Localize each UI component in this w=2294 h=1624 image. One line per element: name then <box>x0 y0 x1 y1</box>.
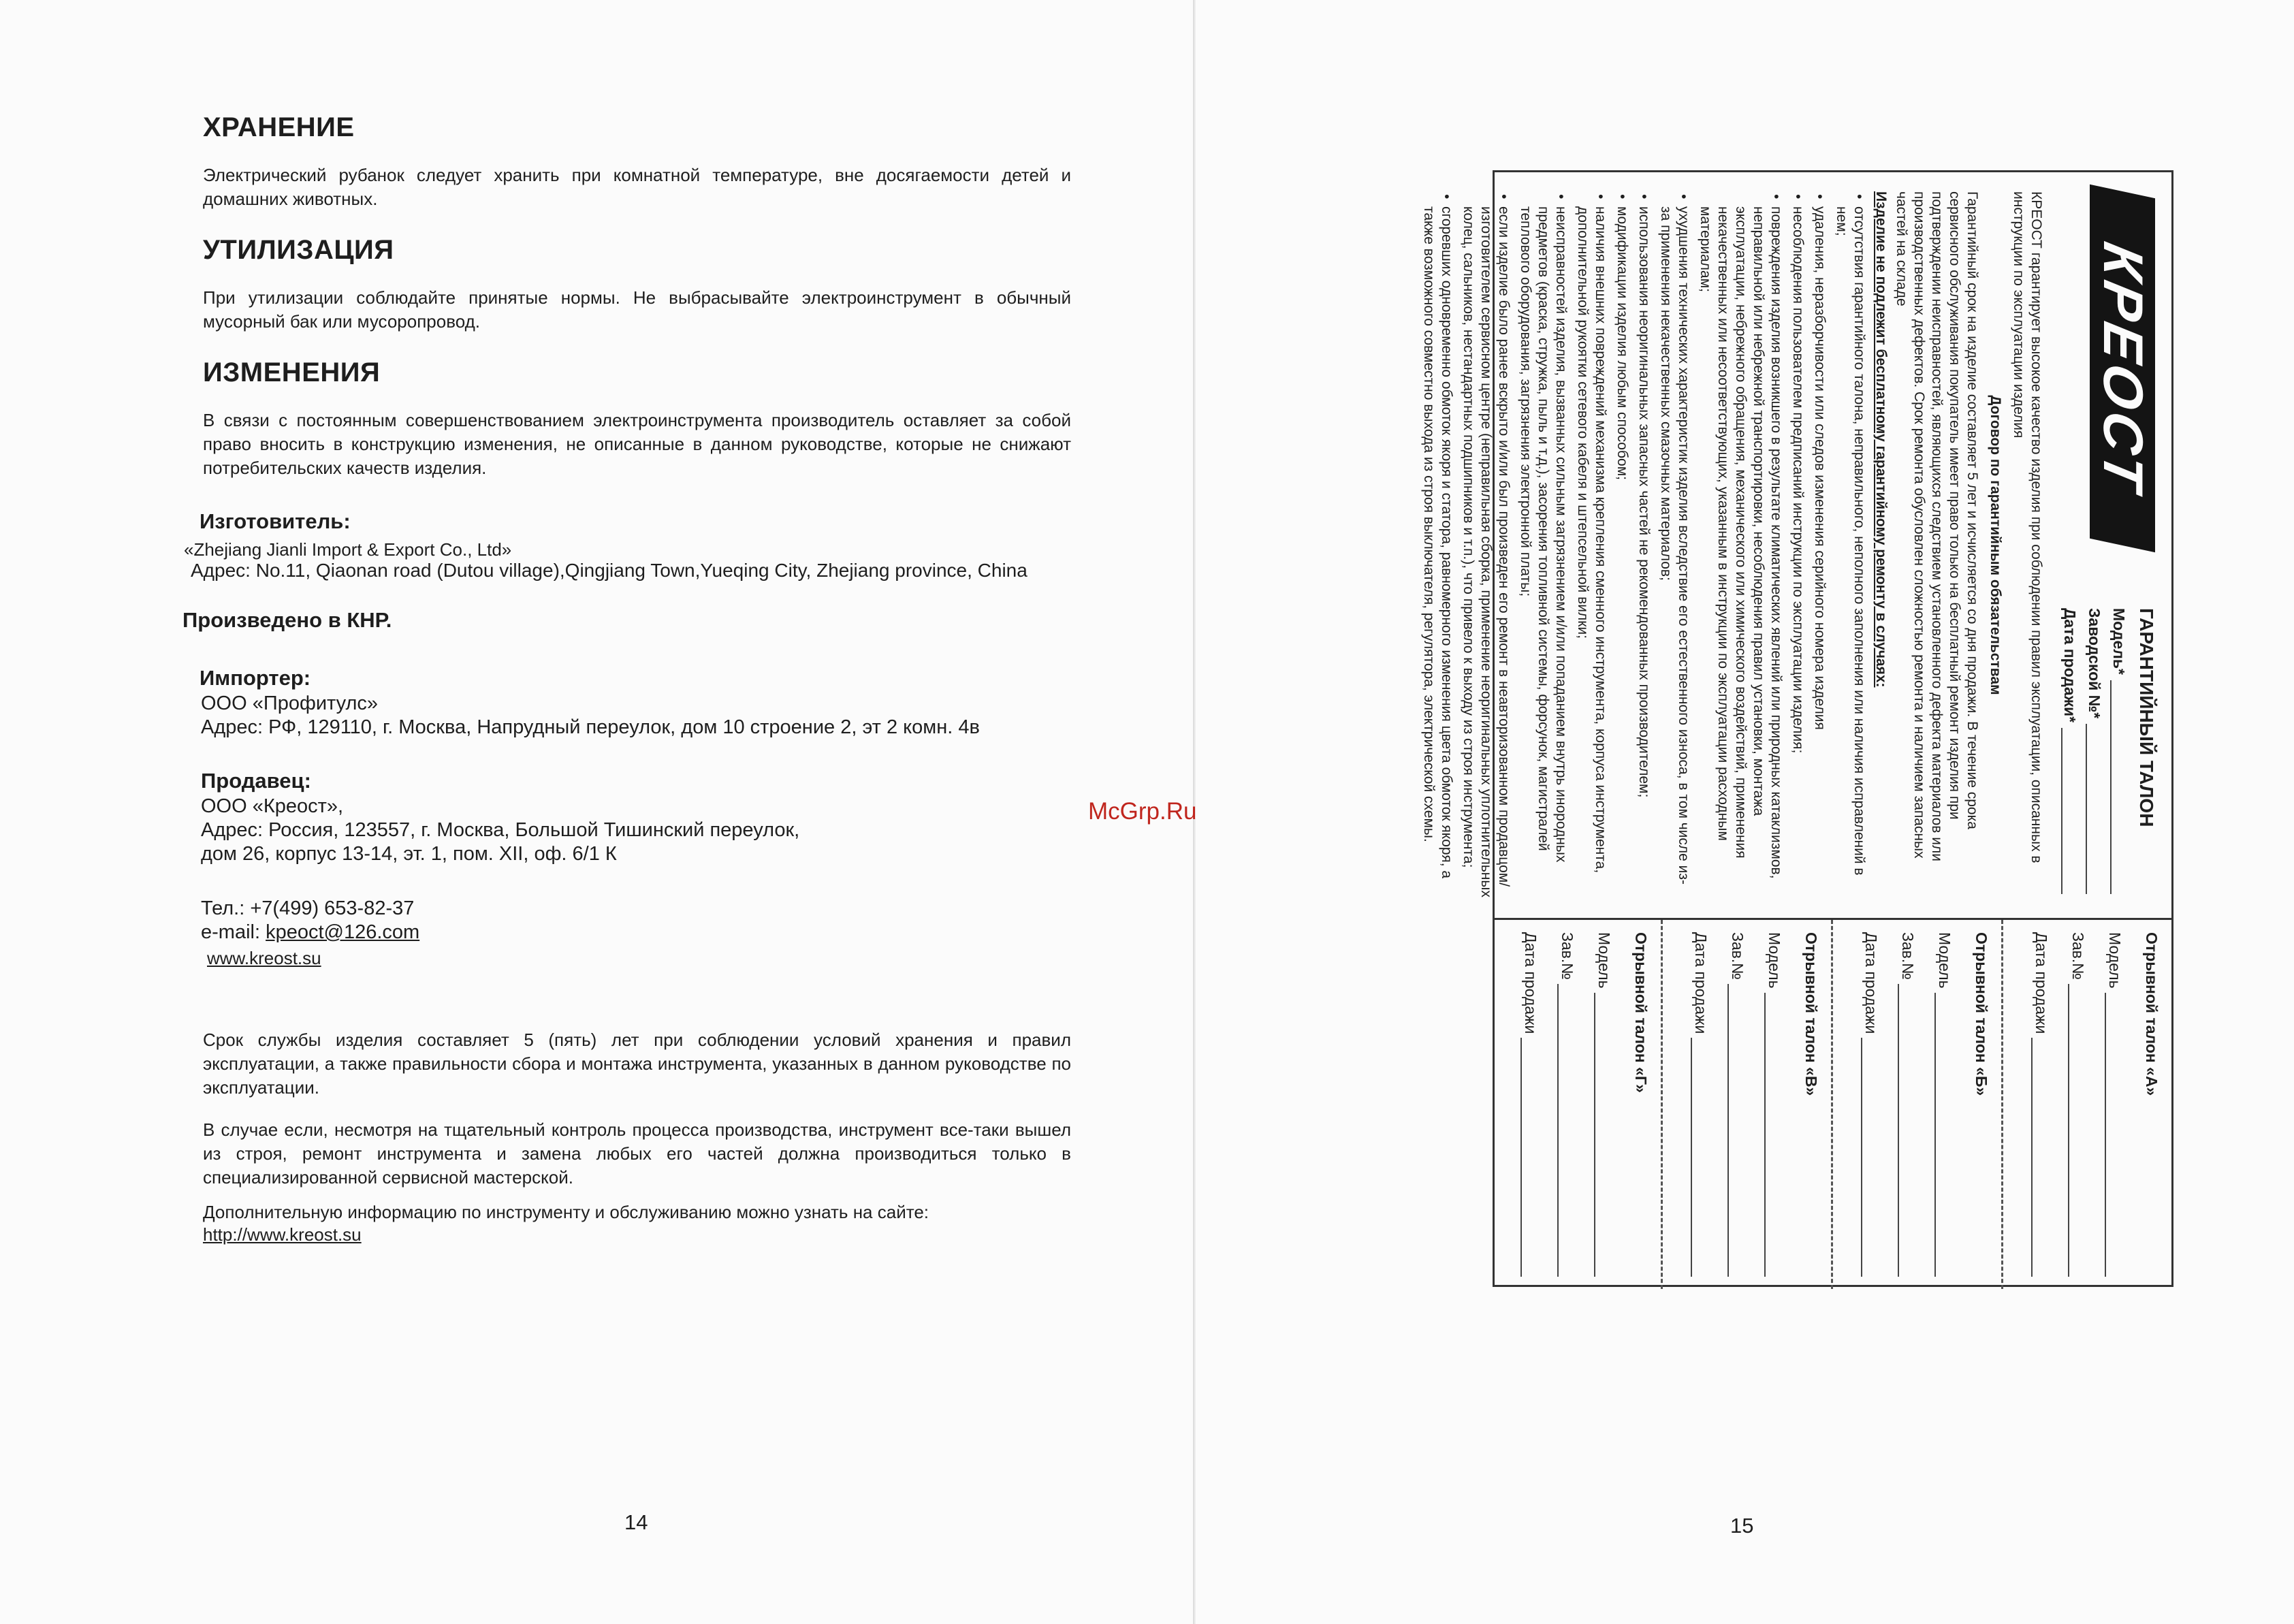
disposal-heading: УТИЛИЗАЦИЯ <box>203 235 394 265</box>
warranty-card <box>1421 170 2173 1287</box>
stub-title: Отрывной талон «А» <box>2143 932 2161 1096</box>
stub-model-line[interactable] <box>1934 993 1954 1277</box>
repair-note-text: В случае если, несмотря на тщательный контроль процесса производства, инструмент все-таки вышел из строя, ремонт инструмента и замена любых его частей должна производиться только в специализированной сервисной мастерской. <box>203 1119 1071 1188</box>
seller-name: ООО «Креост», <box>201 795 344 817</box>
stub-model-row <box>1594 932 1631 1277</box>
field-sale-date-line[interactable] <box>2061 728 2079 894</box>
stub-date-label: Дата продажи <box>2033 932 2050 1034</box>
stub-model-line[interactable] <box>1594 993 1613 1277</box>
page-number-left: 14 <box>624 1510 648 1534</box>
made-in: Произведено в КНР. <box>182 608 392 632</box>
manufacturer-label: Изготовитель: <box>200 509 351 533</box>
field-model <box>2110 608 2128 894</box>
stub-date-line[interactable] <box>2031 1038 2050 1277</box>
stub-serial-label: Зав.№ <box>1729 932 1747 980</box>
stub-date-row <box>1691 932 1727 1277</box>
stub-serial-row <box>1727 932 1764 1277</box>
stub-serial-row <box>2068 932 2105 1277</box>
website-link[interactable]: www.kreost.su <box>207 948 321 968</box>
stub-date-row <box>2031 932 2068 1277</box>
warranty-main <box>1421 172 2171 918</box>
field-model-label: Модель* <box>2110 608 2128 675</box>
exclusion-item: • использования неоригинальных запасных частей не рекомендованных производителем; <box>1635 206 1653 899</box>
stub-model-label: Модель <box>1936 932 1954 989</box>
warranty-title: ГАРАНТИЙНЫЙ ТАЛОН <box>2136 608 2157 827</box>
seller-address-line1: Адрес: Россия, 123557, г. Москва, Большой Тишинский переулок, <box>201 819 800 841</box>
exclusion-item: • модификации изделия любым способом; <box>1613 206 1631 899</box>
importer-address: Адрес: РФ, 129110, г. Москва, Напрудный переулок, дом 10 строение 2, эт 2 комн. 4в <box>201 716 980 738</box>
exclusion-item: • наличия внешних повреждений механизма крепления сменного инструмента, корпуса инструмента, дополнительной рукоятки сетевого кабеля и штепсельной вилки; <box>1574 206 1609 899</box>
stub-g[interactable] <box>1495 920 1661 1289</box>
stub-date-label: Дата продажи <box>1522 932 1540 1034</box>
stub-serial-line[interactable] <box>1898 984 1917 1277</box>
stub-serial-line[interactable] <box>1557 984 1576 1277</box>
stub-date-line[interactable] <box>1691 1038 1710 1277</box>
disposal-text: При утилизации соблюдайте принятые нормы. Не выбрасывайте электроинструмент в обычный мусорный бак или мусоропровод. <box>203 287 1071 332</box>
contract-text: Гарантийный срок на изделие составляет 5 лет и исчисляется со дня продажи. В течение срока сервисного обслуживания покупатель имеет право только на бесплатный ремонт изделия при подтверждении неисправностей, являющихся следствием установленного дефекта материалов или производственных дефектов. Срок ремонта обусловлен сложностью ремонта и наличием запасных частей на складе <box>1894 191 1980 862</box>
stub-model-label: Модель <box>2106 932 2124 989</box>
exclusion-item: • повреждения изделия возникшего в результате климатических явлений или природных катаклизмов, неправильной или небрежной транспортировки, несоблюдения правил установки, монтажа эксплуатации, небрежного обращения, механического или химического воздействий, применения некачественных или несоответствующих, указанным в инструкции по эксплуатации расходным материалам; <box>1696 206 1785 899</box>
stub-date-line[interactable] <box>1861 1038 1880 1277</box>
importer-name: ООО «Профитулс» <box>201 692 379 714</box>
stub-serial-row <box>1898 932 1934 1277</box>
manufacturer-address: Адрес: No.11, Qiaonan road (Dutou village),Qingjiang Town,Yueqing City, Zhejiang province, China <box>191 560 1027 581</box>
stub-serial-label: Зав.№ <box>2069 932 2087 980</box>
importer-label: Импортер: <box>200 666 311 690</box>
phone: Тел.: +7(499) 653-82-37 <box>201 897 415 919</box>
changes-text: В связи с постоянным совершенствованием электроинструмента производитель оставляет за собой право вносить в конструкцию изменения, не описанные в данном руководстве, которые не снижают потребительских качеств изделия. <box>203 410 1071 478</box>
storage-heading: ХРАНЕНИЕ <box>203 112 355 142</box>
stub-date-label: Дата продажи <box>1692 932 1710 1034</box>
service-life-text: Срок службы изделия составляет 5 (пять) лет при соблюдении условий хранения и правил эксплуатации, а также правильности сбора и монтажа инструмента, указанных в данном руководстве по эксплуатации. <box>203 1030 1071 1098</box>
more-info-text: Дополнительную информацию по инструменту и обслуживанию можно узнать на сайте: <box>203 1202 929 1222</box>
stub-title: Отрывной талон «В» <box>1802 932 1820 1096</box>
changes-heading: ИЗМЕНЕНИЯ <box>203 357 381 387</box>
seller-address-line2: дом 26, корпус 13-14, эт. 1, пом. XII, оф. 6/1 К <box>201 843 617 865</box>
storage-text: Электрический рубанок следует хранить при комнатной температуре, вне досягаемости детей и домашних животных. <box>203 165 1071 209</box>
field-serial-label: Заводской №* <box>2086 608 2103 719</box>
warranty-intro: КРЕОСТ гарантирует высокое качество изделия при соблюдении правил эксплуатации, описанных в инструкции по эксплуатации изделия <box>2011 191 2044 863</box>
stub-a[interactable] <box>2001 920 2171 1289</box>
seller-label: Продавец: <box>201 769 311 793</box>
stub-date-row <box>1861 932 1898 1277</box>
stub-title: Отрывной талон «Г» <box>1632 932 1650 1093</box>
field-sale-date-label: Дата продажи* <box>2061 608 2079 723</box>
kreost-logo: КРЕОСТ <box>2090 185 2155 552</box>
field-serial-line[interactable] <box>2086 724 2103 894</box>
stub-model-row <box>1934 932 1971 1277</box>
exclusion-item: • ухудшения технических характеристик изделия вследствие его естественного износа, в том числе из-за применения некачественных смазочных материалов; <box>1657 206 1692 899</box>
stub-serial-label: Зав.№ <box>1899 932 1917 980</box>
stub-serial-row <box>1557 932 1594 1277</box>
more-info-link[interactable]: http://www.kreost.su <box>203 1224 362 1245</box>
stub-model-label: Модель <box>1595 932 1613 989</box>
tear-off-stubs <box>1495 918 2171 1289</box>
stub-v[interactable] <box>1661 920 1831 1289</box>
stub-date-label: Дата продажи <box>1862 932 1880 1034</box>
exclusions-heading: Изделие не подлежит бесплатному гарантийному ремонту в случаях: <box>1873 191 1889 688</box>
contract-heading: Договор по гарантийным обязательствам <box>1988 395 2003 695</box>
email-row <box>201 921 419 944</box>
manufacturer-name: «Zhejiang Jianli Import & Export Co., Ltd» <box>184 539 512 560</box>
stub-serial-line[interactable] <box>2068 984 2087 1277</box>
field-serial <box>2086 608 2103 894</box>
exclusion-item: • несоблюдения пользователем предписаний инструкции по эксплуатации изделия; <box>1789 206 1806 899</box>
exclusion-item: • отсутствия гарантийного талона, неправильного, неполного заполнения или наличия исправлений в нем; <box>1832 206 1868 899</box>
stub-model-row <box>2105 932 2141 1277</box>
warranty-body <box>1416 191 2045 899</box>
stub-date-line[interactable] <box>1520 1038 1540 1277</box>
stub-model-label: Модель <box>1766 932 1783 989</box>
field-sale-date <box>2061 608 2079 894</box>
exclusion-item: • удаления, неразборчивости или следов изменения серийного номера изделия <box>1811 206 1828 899</box>
exclusion-item: • неисправностей изделия, вызванных сильным загрязнением и/или попаданием внутрь инородных предметов (краска, стружка, пыль и т.д.), засорения топливной системы, форсунок, магистралей теплового оборудования, загрязнения электронной платы; <box>1516 206 1570 899</box>
stub-serial-line[interactable] <box>1727 984 1747 1277</box>
field-model-line[interactable] <box>2110 680 2128 894</box>
exclusion-item: • сгоревших одновременно обмоток якоря и статора, равномерного изменения цвета обмоток якоря, а также возможного совместно выхода из строя выключателя, регулятора, электрической схемы. <box>1420 206 1455 899</box>
stub-date-row <box>1520 932 1557 1277</box>
stub-title: Отрывной талон «Б» <box>1973 932 1990 1096</box>
stub-b[interactable] <box>1831 920 2001 1289</box>
stub-model-line[interactable] <box>1764 993 1783 1277</box>
warranty-card-rotated <box>1421 170 2173 1328</box>
watermark: McGrp.Ru <box>1088 798 1197 825</box>
stub-serial-label: Зав.№ <box>1559 932 1576 980</box>
email-label: e-mail: <box>201 921 261 943</box>
stub-model-line[interactable] <box>2105 993 2124 1277</box>
email-link[interactable]: kpeoct@126.com <box>266 921 420 943</box>
stub-model-row <box>1764 932 1801 1277</box>
exclusion-item: • если изделие было ранее вскрыто и/или был произведен его ремонт в неавторизованном продавцом/изготовителем сервисном центре (неправильная сборка, применение неоригинальных уплотнительных колец, сальников, нестандартных подшипников и т.п.), что привело к выходу из строя инструмента; <box>1459 206 1512 899</box>
page-number-right: 15 <box>1730 1514 1754 1538</box>
